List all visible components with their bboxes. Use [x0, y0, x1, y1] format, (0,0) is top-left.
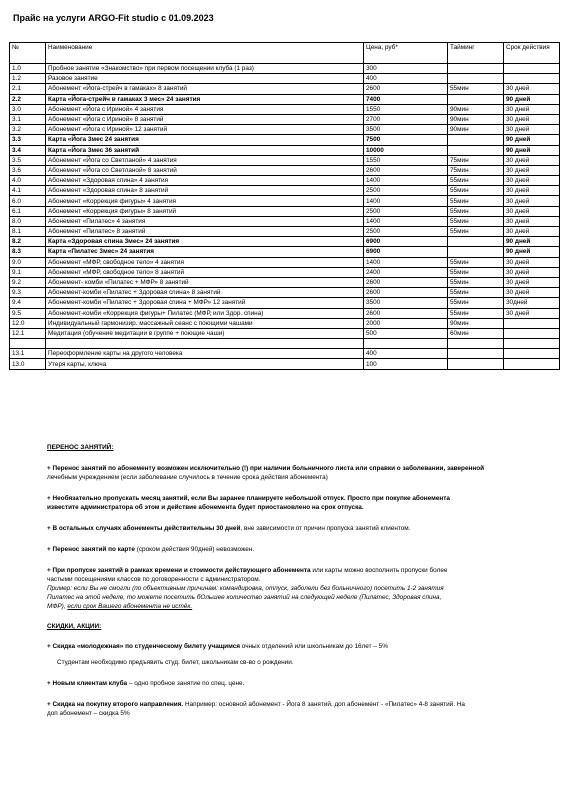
table-row [10, 328, 560, 338]
row-timing [448, 359, 504, 369]
row-price: 3500 [364, 298, 448, 308]
row-price: 1400 [364, 257, 448, 267]
table-row [10, 227, 560, 237]
row-price: 2400 [364, 267, 448, 277]
row-price: 3500 [364, 125, 448, 135]
table-row [10, 94, 560, 104]
row-timing [448, 135, 504, 145]
row-price: 1400 [364, 176, 448, 186]
row-price: 2600 [364, 165, 448, 175]
row-term [504, 318, 560, 328]
row-timing: 55мин [448, 227, 504, 237]
table-body [10, 64, 560, 370]
row-number: 2.2 [10, 94, 46, 104]
row-number: 9.2 [10, 277, 46, 287]
row-name: Абонемент «Коррекция фигуры» 8 занятий [46, 206, 364, 216]
table-row [10, 155, 560, 165]
row-name: Медитация (обучение медитации в группе + поющие чаши) [46, 328, 364, 338]
row-term [504, 339, 560, 349]
row-name: Абонемент «Йога с Ириной» 4 занятия [46, 104, 364, 114]
row-name: Абонемент-комби «Коррекция фигуры+ Пилатес (МФР, или Здор. спина) [46, 308, 364, 318]
row-timing [448, 247, 504, 257]
table-row [10, 349, 560, 359]
table-row [10, 114, 560, 124]
row-term: 30 дней [504, 216, 560, 226]
row-term: 30 дней [504, 277, 560, 287]
row-timing: 55мин [448, 298, 504, 308]
row-name: Абонемент-комби «Пилатес + Здоровая спина» 8 занятий [46, 288, 364, 298]
row-name: Абонемент-комби «Пилатес + Здоровая спина + МФР» 12 занятий [46, 298, 364, 308]
row-number: 2.1 [10, 84, 46, 94]
row-timing [448, 349, 504, 359]
table-row [10, 318, 560, 328]
table-row [10, 145, 560, 155]
row-term: 30дней [504, 298, 560, 308]
row-name: Абонемент «Йога со Светланой» 8 занятий [46, 165, 364, 175]
discount-new-clients: + Новым клиентам клуба – одно пробное занятие по спец. цене. [47, 680, 245, 687]
row-name: Разовое занятие [46, 74, 364, 84]
row-term: 30 дней [504, 257, 560, 267]
row-term: 90 дней [504, 237, 560, 247]
table-row [10, 257, 560, 267]
row-timing: 75мин [448, 165, 504, 175]
table-row [10, 288, 560, 298]
row-price: 7400 [364, 94, 448, 104]
row-number: 9.1 [10, 267, 46, 277]
transfer-heading: ПЕРЕНОС ЗАНЯТИЙ: [47, 444, 114, 451]
row-timing [448, 237, 504, 247]
row-timing: 55мин [448, 196, 504, 206]
row-name: Индивидуальный гармонизир. массажный сеанс с поющими чашами [46, 318, 364, 328]
table-row [10, 186, 560, 196]
row-number: 13.0 [10, 359, 46, 369]
row-timing: 90мин [448, 125, 504, 135]
row-number: 3.3 [10, 135, 46, 145]
row-name: Абонемент- комби «Пилатес + МФР» 8 занятий [46, 277, 364, 287]
row-name: Пробное занятие «Знакомство» при первом посещении клуба (1 раз) [46, 64, 364, 74]
row-number: 3.2 [10, 125, 46, 135]
row-price: 300 [364, 64, 448, 74]
row-number: 9.0 [10, 257, 46, 267]
row-number: 3.4 [10, 145, 46, 155]
row-term: 90 дней [504, 145, 560, 155]
row-number: 9.4 [10, 298, 46, 308]
row-name: Абонемент «Пилатес» 4 занятия [46, 216, 364, 226]
row-price: 2600 [364, 308, 448, 318]
row-timing: 60мин [448, 328, 504, 338]
row-timing [448, 339, 504, 349]
row-number: 9.5 [10, 308, 46, 318]
header-term: Срок действия [504, 43, 560, 64]
table-row [10, 165, 560, 175]
row-price: 2500 [364, 186, 448, 196]
row-name: Карта «Йога 3мес 24 занятия [46, 135, 364, 145]
row-price: 500 [364, 328, 448, 338]
row-name: Абонемент «МФР, свободное тело» 8 занятий [46, 267, 364, 277]
table-row [10, 135, 560, 145]
header-timing: Тайминг [448, 43, 504, 64]
row-price: 7500 [364, 135, 448, 145]
row-term: 90 дней [504, 247, 560, 257]
row-number: 8.2 [10, 237, 46, 247]
row-number: 1.0 [10, 64, 46, 74]
row-name: Абонемент «Здоровая спина» 8 занятий [46, 186, 364, 196]
row-term: 30 дней [504, 288, 560, 298]
row-term [504, 359, 560, 369]
row-number: 3.6 [10, 165, 46, 175]
row-name: Абонемент «Коррекция фигуры» 4 занятия [46, 196, 364, 206]
row-timing [448, 74, 504, 84]
row-term: 30 дней [504, 308, 560, 318]
transfer-rule-5: + При пропуске занятий в рамках времени и стоимости действующего абонемента или карты можно восполнить пропуски более частыми посещениями классов по договоренности с администратором. Пример: если Вы не смогли (по объективным причинам: командировка, отпуск, заболели без больничного) посетить 1-2 занятия Пилатес на этой неделе, то можете посетить бОльшее количество занятий на следующей неделе (Пилатес, Здоровая спина, МФР), если срок Вашего абонемента не истёк. [47, 567, 448, 610]
table-row [10, 74, 560, 84]
row-timing: 75мин [448, 155, 504, 165]
discount-youth-note: Студентам необходимо предъявить студ. билет, школьникам св-во о рождении. [57, 659, 294, 666]
table-header-row [10, 43, 560, 64]
row-name [46, 339, 364, 349]
row-number: 8.0 [10, 216, 46, 226]
row-timing: 55мин [448, 277, 504, 287]
row-name: Абонемент «Йога со Светланой» 4 занятия [46, 155, 364, 165]
table-row [10, 277, 560, 287]
row-term: 30 дней [504, 84, 560, 94]
discounts-heading: СКИДКИ, АКЦИИ: [47, 623, 102, 630]
row-number: 6.0 [10, 196, 46, 206]
row-name: Переоформление карты на другого человека [46, 349, 364, 359]
row-price: 6900 [364, 247, 448, 257]
row-price: 100 [364, 359, 448, 369]
discount-youth: + Скидка «молодежная» по студенческому билету учащимся очных отделений или школьникам до 16лет – 5% [47, 643, 388, 650]
row-term: 30 дней [504, 104, 560, 114]
table-row [10, 216, 560, 226]
row-term: 30 дней [504, 114, 560, 124]
table-row [10, 125, 560, 135]
header-number: № [10, 43, 46, 64]
row-term: 30 дней [504, 227, 560, 237]
transfer-rule-3: + В остальных случаях абонементы действительны 30 дней, вне зависимости от причин пропуска занятий клиентом. [47, 525, 411, 532]
row-term: 30 дней [504, 125, 560, 135]
row-term: 30 дней [504, 196, 560, 206]
row-timing: 55мин [448, 267, 504, 277]
row-term [504, 74, 560, 84]
row-term [504, 64, 560, 74]
row-term: 90 дней [504, 94, 560, 104]
row-price: 2600 [364, 288, 448, 298]
row-price: 1550 [364, 104, 448, 114]
table-row [10, 247, 560, 257]
row-number: 4.0 [10, 176, 46, 186]
row-name: Абонемент «Йога с Ириной» 12 занятий [46, 125, 364, 135]
row-name: Карта «Йога 3мес 36 занятий [46, 145, 364, 155]
table-row [10, 104, 560, 114]
table-row [10, 176, 560, 186]
row-term: 30 дней [504, 176, 560, 186]
row-number: 1.2 [10, 74, 46, 84]
table-row [10, 84, 560, 94]
row-price: 2500 [364, 227, 448, 237]
row-price: 1400 [364, 216, 448, 226]
row-timing [448, 94, 504, 104]
row-timing: 55мин [448, 84, 504, 94]
row-name: Абонемент «Йога с Ириной» 8 занятий [46, 114, 364, 124]
transfer-rule-4: + Перенос занятий по карте (сроком действия 90дней) невозможен. [47, 546, 255, 553]
row-name: Карта «Здоровая спина 3мес» 24 занятия [46, 237, 364, 247]
row-name: Абонемент «Йога-стрейч в гамаках» 8 занятий [46, 84, 364, 94]
row-price: 2600 [364, 84, 448, 94]
header-name: Наименование [46, 43, 364, 64]
row-timing: 55мин [448, 206, 504, 216]
table-row [10, 237, 560, 247]
price-table [9, 42, 560, 370]
row-timing [448, 64, 504, 74]
row-number: 3.1 [10, 114, 46, 124]
row-term [504, 349, 560, 359]
table-row [10, 308, 560, 318]
row-price: 400 [364, 74, 448, 84]
row-term: 30 дней [504, 165, 560, 175]
table-row [10, 206, 560, 216]
row-number: 12.0 [10, 318, 46, 328]
row-timing: 90мин [448, 114, 504, 124]
row-number: 13.1 [10, 349, 46, 359]
row-price: 6900 [364, 237, 448, 247]
row-term: 30 дней [504, 186, 560, 196]
row-price: 2500 [364, 206, 448, 216]
row-price: 10000 [364, 145, 448, 155]
row-term: 30 дней [504, 206, 560, 216]
transfer-rule-1: + Перенос занятий по абонементу возможен исключительно (!) при наличии больничного листа или справки о заболевании, заверенной лечебным учреждением (если заболевание случилось в течение срока действия абонемента) [47, 465, 485, 481]
row-name: Абонемент «Пилатес» 8 занятий [46, 227, 364, 237]
row-number: 3.0 [10, 104, 46, 114]
header-price: Цена, руб* [364, 43, 448, 64]
transfer-rule-2: + Необязательно пропускать месяц занятий, если Вы заранее планируете небольшой отпуск. Просто при покупке абонемента известите администратора об этом и действие абонемента будет приостановлено на срок отпуска. [47, 495, 450, 511]
row-number: 6.1 [10, 206, 46, 216]
row-number: 8.3 [10, 247, 46, 257]
row-timing: 55мин [448, 186, 504, 196]
row-term [504, 328, 560, 338]
row-price: 1400 [364, 196, 448, 206]
row-name: Карта «Пилатес 3мес» 24 занятия [46, 247, 364, 257]
row-timing: 55мин [448, 308, 504, 318]
row-price: 1550 [364, 155, 448, 165]
notes-section [47, 440, 557, 718]
row-name: Карта «Йога-стрейч в гамаках 3 мес» 24 занятия [46, 94, 364, 104]
row-price [364, 339, 448, 349]
table-row [10, 359, 560, 369]
row-term: 30 дней [504, 267, 560, 277]
table-row [10, 298, 560, 308]
row-number: 3.5 [10, 155, 46, 165]
row-price: 2000 [364, 318, 448, 328]
table-row [10, 196, 560, 206]
row-timing: 90мин [448, 104, 504, 114]
row-price: 400 [364, 349, 448, 359]
discount-second-direction: + Скидка на покупку второго направления. Например: основной абонемент - Йога 8 занятий, доп абонемент - «Пилатес» 4-8 занятий. На доп абонемент – скидка 5% [47, 701, 465, 717]
row-timing [448, 145, 504, 155]
row-timing: 55мин [448, 257, 504, 267]
row-name: Абонемент «МФР, свободное тело» 4 занятия [46, 257, 364, 267]
row-timing: 55мин [448, 176, 504, 186]
row-price: 2600 [364, 277, 448, 287]
row-timing: 55мин [448, 216, 504, 226]
table-row [10, 339, 560, 349]
row-number: 8.1 [10, 227, 46, 237]
row-term: 90 дней [504, 135, 560, 145]
row-price: 2700 [364, 114, 448, 124]
row-name: Абонемент «Здоровая спина» 4 занятия [46, 176, 364, 186]
row-number: 9.3 [10, 288, 46, 298]
row-name: Утеря карты, ключа [46, 359, 364, 369]
row-timing: 55мин [448, 288, 504, 298]
row-number: 4.1 [10, 186, 46, 196]
row-term: 30 дней [504, 155, 560, 165]
table-row [10, 267, 560, 277]
row-number [10, 339, 46, 349]
page-title: Прайс на услуги ARGO-Fit studio с 01.09.2023 [13, 13, 214, 23]
row-number: 12.1 [10, 328, 46, 338]
table-row [10, 64, 560, 74]
row-timing: 90мин [448, 318, 504, 328]
